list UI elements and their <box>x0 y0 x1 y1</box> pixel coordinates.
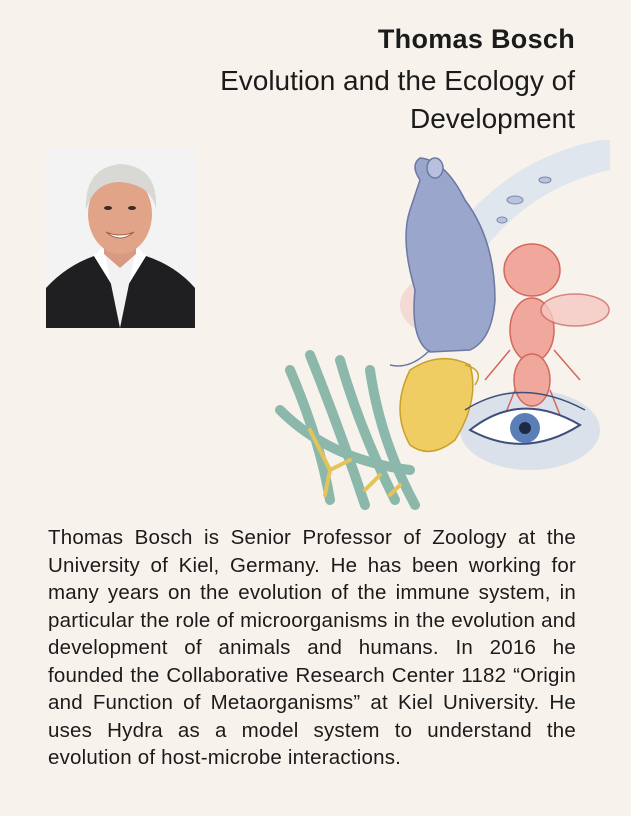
organisms-illustration <box>270 140 610 520</box>
page-title: Thomas Bosch <box>377 24 575 54</box>
hydra-drawing <box>280 355 415 505</box>
mouse-drawing <box>390 158 495 366</box>
portrait-photo <box>46 148 195 328</box>
bio-text: Thomas Bosch is Senior Professor of Zoology at the University of Kiel, Germany. He has been working for many years on the evolution of the immune system, in particular the role of microorganisms in the evolution and development of animals and humans. In 2016 he founded the Collaborative Research Center 1182 “Origin and Function of Metaorganisms” at Kiel University. He uses Hydra as a model system to understand the evolution of host-microbe interactions. <box>48 526 576 769</box>
fly-drawing <box>485 244 609 415</box>
page-subtitle: Evolution and the Ecology of Development <box>220 65 575 134</box>
